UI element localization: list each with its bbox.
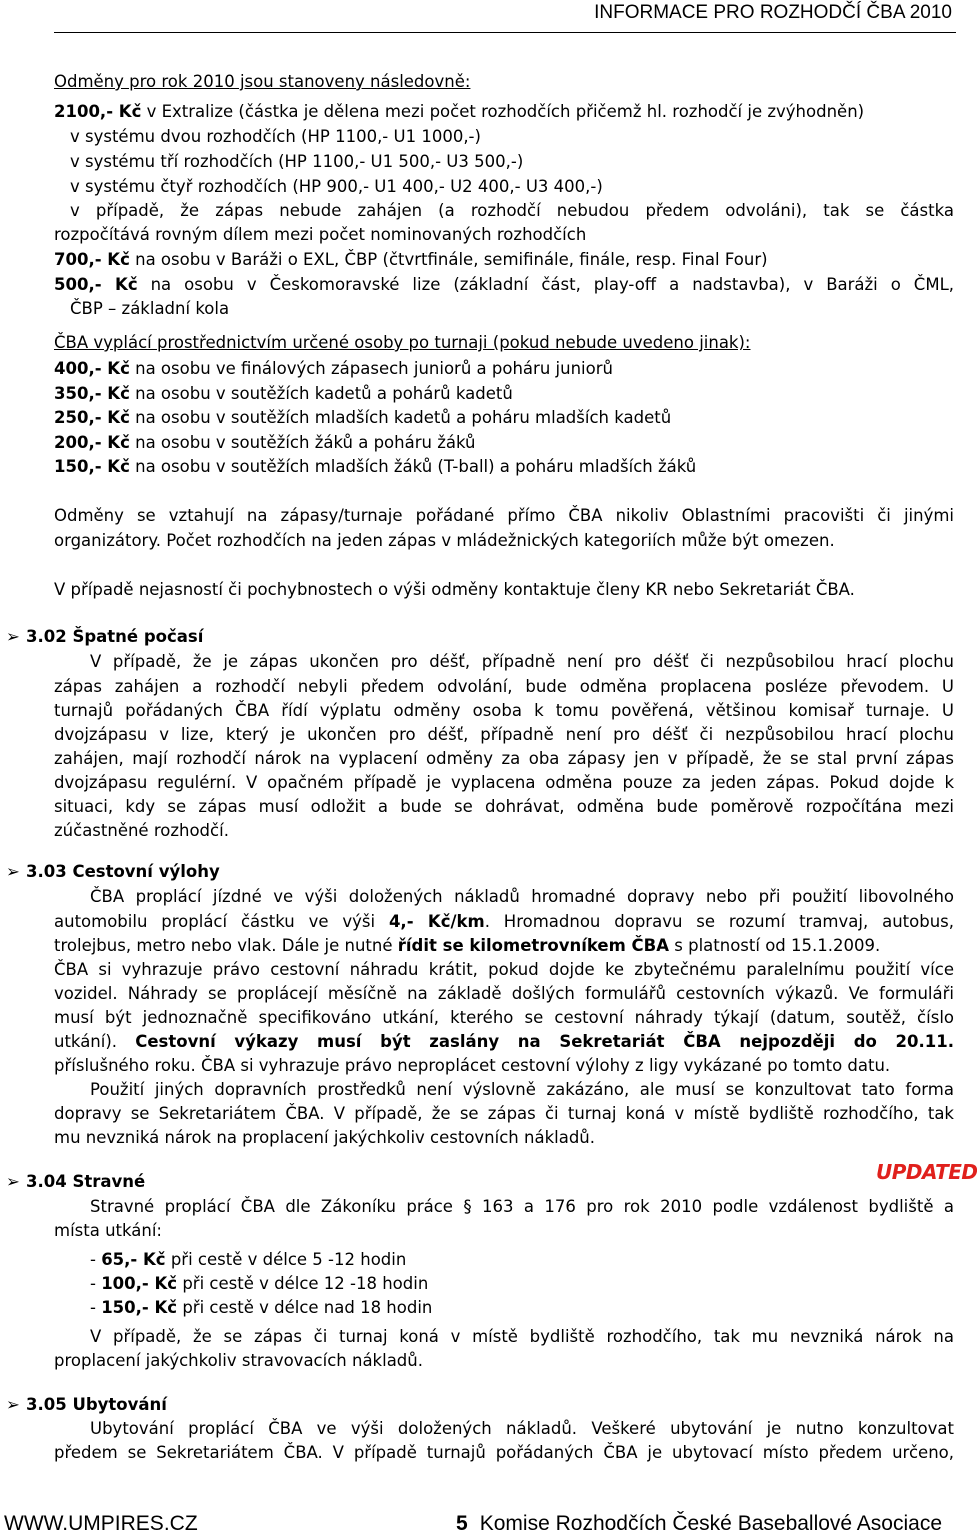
s305-line: Ubytování proplácí ČBA ve výši doložených nákladů. Veškeré ubytování je nutno konzultovat (90, 1419, 954, 1438)
amount: 250,- Kč (54, 408, 130, 427)
s303-line (54, 1030, 954, 1054)
section-title: 3.03 Cestovní výlohy (26, 862, 220, 881)
arrow-bullet-icon: ➢ (6, 862, 20, 881)
s303-line: Použití jiných dopravních prostředků není výslovně zakázáno, ale musí se konzultovat tato forma (90, 1080, 954, 1099)
s305-line: předem se Sekretariátem ČBA. V případě turnajů pořádaných ČBA je ubytovací místo předem určeno, (54, 1443, 954, 1462)
text: při cestě v délce 5 -12 hodin (165, 1250, 407, 1269)
text: v Extralize (částka je dělena mezi počet rozhodčích přičemž hl. rozhodčí je zvýhodněn) (141, 102, 865, 121)
text: při cestě v délce 12 -18 hodin (177, 1274, 429, 1293)
text: na osobu v soutěžích kadetů a pohárů kadetů (129, 384, 513, 403)
header-divider (54, 32, 956, 33)
s302-line: dvojzápasu v lize, který je ukončen pro déšť, případně není pro déšť či nezpůsobilou hrací plochu (54, 725, 954, 744)
s303-line (54, 910, 954, 934)
footer-organization: Komise Rozhodčích České Baseballové Asociace (479, 1512, 942, 1535)
section-3-05-heading (6, 1393, 167, 1417)
s304-line: V případě, že se zápas či turnaj koná v místě bydliště rozhodčího, tak mu nevzniká nárok na (90, 1327, 954, 1346)
s303-line: musí být jednoznačně specifikováno utkání, kterého se cestovní náhrady týkají (datum, soutěž, číslo (54, 1008, 954, 1027)
section-title: 3.04 Stravné (26, 1172, 146, 1191)
amount: 150,- Kč (54, 457, 130, 476)
rate: 4,- Kč/km (388, 912, 485, 931)
section-3-04-heading (6, 1170, 145, 1194)
reward-400 (54, 357, 613, 381)
s303-line: mu nevzniká nárok na proplacení jakýchkoliv cestovních nákladů. (54, 1128, 595, 1147)
page-number: 5 (456, 1512, 468, 1535)
s302-line: zúčastněné rozhodčí. (54, 821, 229, 840)
amount: 200,- Kč (54, 433, 130, 452)
amount: 700,- Kč (54, 250, 130, 269)
s302-line: dvojzápasu regulérní. V opačném případě je vyplacena odměna pouze za jeden zápas. Pokud dojde k (54, 773, 954, 792)
dash: - (90, 1250, 102, 1269)
list-item (90, 1272, 428, 1296)
s303-line: ČBA proplácí jízdné ve výši doložených nákladů hromadné dopravy nebo při použití libovolného (90, 887, 954, 906)
text: trolejbus, metro nebo vlak. Dále je nutné (54, 936, 398, 955)
dash: - (90, 1298, 102, 1317)
s304-line: proplacení jakýchkoliv stravovacích nákladů. (54, 1351, 423, 1370)
dash: - (90, 1274, 102, 1293)
text: utkání). (54, 1032, 136, 1051)
page-header-title: INFORMACE PRO ROZHODČÍ ČBA 2010 (594, 2, 952, 23)
reward-two-umpires: v systému dvou rozhodčích (HP 1100,- U1 1000,-) (70, 127, 481, 146)
section-title: 3.02 Špatné počasí (26, 627, 204, 646)
s302-line: turnajů pořádaných ČBA řídí výplatu odměny osoba k tomu pověřená, většinou komisař turnaje. U (54, 701, 954, 720)
text: na osobu v Českomoravské lize (základní část, play-off a nadstavba), v Baráži o ČML, (137, 275, 955, 294)
amount: 350,- Kč (54, 384, 130, 403)
section-3-03-heading (6, 860, 220, 884)
reward-700 (54, 248, 768, 272)
text: při cestě v délce nad 18 hodin (177, 1298, 433, 1317)
reward-not-started-cont: rozpočítává rovným dílem mezi počet nominovaných rozhodčích (54, 225, 587, 244)
reward-500-cont: ČBP – základní kola (70, 299, 230, 318)
amount: 2100,- Kč (54, 102, 142, 121)
arrow-bullet-icon: ➢ (6, 1172, 20, 1191)
reward-200 (54, 431, 475, 455)
amount: 100,- Kč (101, 1274, 178, 1293)
s303-line: vozidel. Náhrady se proplácejí měsíčně na základě došlých formulářů cestovních výkazů. Ve formuláři (54, 984, 954, 1003)
s302-line: situaci, kdy se zápas musí odložit a bude se dohrávat, odměna bude poměrově rozpočítána mezi (54, 797, 954, 816)
text: na osobu v Baráži o EXL, ČBP (čtvrtfinále, semifinále, finále, resp. Final Four) (129, 250, 768, 269)
s302-line: zápas zahájen a rozhodčí nebyli předem odvolání, bude odměna proplacena posléze převodem. U (54, 677, 954, 696)
amount: 500,- Kč (54, 275, 138, 294)
s303-line: příslušného roku. ČBA si vyhrazuje právo neproplácet cestovní výlohy z ligy vykázané po tomto datu. (54, 1056, 891, 1075)
reward-not-started: v případě, že zápas nebude zahájen (a rozhodčí nebudou předem odvoláni), tak se částka (70, 201, 954, 220)
reward-150 (54, 455, 696, 479)
reward-four-umpires: v systému čtyř rozhodčích (HP 900,- U1 400,- U2 400,- U3 400,-) (70, 177, 603, 196)
text: automobilu proplácí částku ve výši (54, 912, 389, 931)
s303-line: ČBA si vyhrazuje právo cestovní náhradu krátit, pokud dojde ke zbytečnému paralelnímu použití více (54, 960, 954, 979)
footer-site-link[interactable]: WWW.UMPIRES.CZ (4, 1512, 198, 1535)
rewards-apply-cont: organizátory. Počet rozhodčích na jeden zápas v mládežnických kategoriích může být omezen. (54, 531, 835, 550)
arrow-bullet-icon: ➢ (6, 627, 20, 646)
s304-line: místa utkání: (54, 1221, 162, 1240)
section-title: 3.05 Ubytování (26, 1395, 167, 1414)
rewards-contact: V případě nejasností či pochybnostech o výši odměny kontaktuje členy KR nebo Sekretariát ČBA. (54, 580, 855, 599)
text: na osobu v soutěžích žáků a poháru žáků (129, 433, 476, 452)
s303-line (54, 934, 880, 958)
s303-line: dopravy se Sekretariátem ČBA. V případě, že se zápas či turnaj koná v místě bydliště rozhodčího, tak (54, 1104, 954, 1123)
s304-line: Stravné proplácí ČBA dle Zákoníku práce § 163 a 176 pro rok 2010 podle vzdálenost bydliště a (90, 1197, 954, 1216)
s302-line: V případě, že je zápas ukončen pro déšť, případně není pro déšť či nezpůsobilou hrací plochu (90, 652, 954, 671)
updated-badge: UPDATED (876, 1160, 977, 1184)
s302-line: zahájen, mají rozhodčí nárok na vyplacení odměny za oba zápasy jen v případě, že se stal první zápas (54, 749, 954, 768)
rewards-apply: Odměny se vztahují na zápasy/turnaje pořádané přímo ČBA nikoliv Oblastními pracovišti či jinými (54, 506, 954, 525)
emphasis: řídit se kilometrovníkem ČBA (397, 936, 670, 955)
rewards-intro: Odměny pro rok 2010 jsou stanoveny následovně: (54, 72, 471, 91)
text: na osobu v soutěžích mladších žáků (T-ball) a poháru mladších žáků (129, 457, 697, 476)
amount: 65,- Kč (101, 1250, 166, 1269)
amount: 400,- Kč (54, 359, 130, 378)
list-item (90, 1248, 406, 1272)
reward-250 (54, 406, 671, 430)
deadline: Cestovní výkazy musí být zaslány na Sekretariát ČBA nejpozději do 20.11. (135, 1032, 954, 1051)
list-item (90, 1296, 432, 1320)
reward-three-umpires: v systému tří rozhodčích (HP 1100,- U1 500,- U3 500,-) (70, 152, 524, 171)
text: s platností od 15.1.2009. (669, 936, 881, 955)
section-3-02-heading (6, 625, 203, 649)
text: na osobu ve finálových zápasech juniorů a poháru juniorů (129, 359, 613, 378)
arrow-bullet-icon: ➢ (6, 1395, 20, 1414)
cba-pays-heading: ČBA vyplácí prostřednictvím určené osoby po turnaji (pokud nebude uvedeno jinak): (54, 333, 751, 352)
reward-500 (54, 273, 954, 297)
text: na osobu v soutěžích mladších kadetů a poháru mladších kadetů (129, 408, 672, 427)
amount: 150,- Kč (101, 1298, 178, 1317)
reward-extraliga (54, 100, 864, 124)
text: . Hromadnou dopravu se rozumí tramvaj, autobus, (484, 912, 954, 931)
reward-350 (54, 382, 513, 406)
